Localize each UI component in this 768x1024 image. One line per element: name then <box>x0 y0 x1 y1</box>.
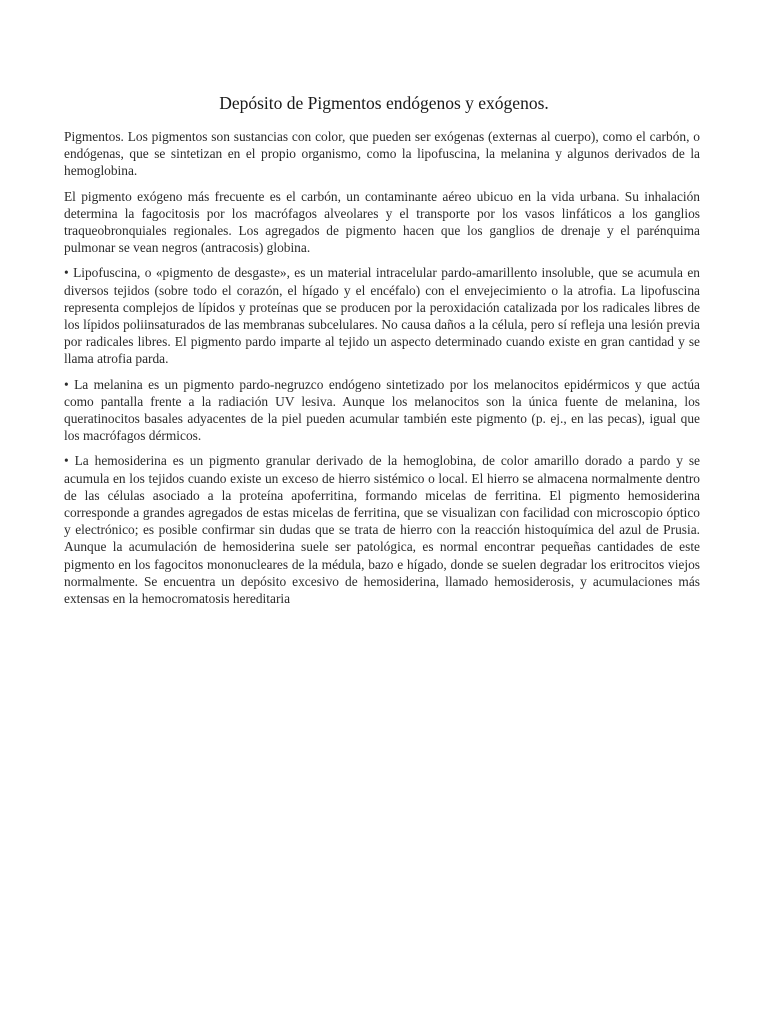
paragraph-melanina: • La melanina es un pigmento pardo-negruzco endógeno sintetizado por los melanocitos epidérmicos y que actúa como pantalla frente a la radiación UV lesiva. Aunque los melanocitos son la única fuente de melanina, los queratinocitos basales adyacentes de la piel pueden acumular también este pigmento (p. ej., en las pecas), igual que los macrófagos dérmicos. <box>64 376 700 444</box>
paragraph-lipofuscina: • Lipofuscina, o «pigmento de desgaste», es un material intracelular pardo-amarillento insoluble, que se acumula en diversos tejidos (sobre todo el corazón, el hígado y el encéfalo) con el envejecimiento o la atrofia. La lipofuscina representa complejos de lípidos y proteínas que se producen por la peroxidación catalizada por los radicales libres de los lípidos poliinsaturados de las membranas subcelulares. No causa daños a la célula, pero sí refleja una lesión previa por radicales libres. El pigmento pardo imparte al tejido un aspecto determinado cuando existe en gran cantidad y se llama atrofia parda. <box>64 265 700 367</box>
paragraph-hemosiderina: • La hemosiderina es un pigmento granular derivado de la hemoglobina, de color amarillo dorado a pardo y se acumula en los tejidos cuando existe un exceso de hierro sistémico o local. El hierro se almacena normalmente dentro de las células asociado a la proteína apoferritina, formando micelas de ferritina. El pigmento hemosiderina corresponde a grandes agregados de estas micelas de ferritina, que se visualizan con facilidad con microscopio óptico y electrónico; es posible confirmar sin dudas que se trata de hierro con la reacción histoquímica del azul de Prusia. Aunque la acumulación de hemosiderina suele ser patológica, es normal encontrar pequeñas cantidades de este pigmento en los fagocitos mononucleares de la médula, bazo e hígado, donde se suelen degradar los eritrocitos viejos normalmente. Se encuentra un depósito excesivo de hemosiderina, llamado hemosiderosis, y acumulaciones más extensas en la hemocromatosis hereditaria <box>64 453 700 607</box>
document-body <box>64 128 700 615</box>
document-title: Depósito de Pigmentos endógenos y exógenos. <box>219 93 549 113</box>
paragraph-pigmentos-intro: Pigmentos. Los pigmentos son sustancias con color, que pueden ser exógenas (externas al cuerpo), como el carbón, o endógenas, que se sintetizan en el propio organismo, como la lipofuscina, la melanina y algunos derivados de la hemoglobina. <box>64 129 700 179</box>
paragraph-carbon: El pigmento exógeno más frecuente es el carbón, un contaminante aéreo ubicuo en la vida urbana. Su inhalación determina la fagocitosis por los macrófagos alveolares y el transporte por los vasos linfáticos a los ganglios traqueobronquiales regionales. Los agregados de pigmento hacen que los ganglios de drenaje y el parénquima pulmonar se vean negros (antracosis) globina. <box>64 188 700 256</box>
